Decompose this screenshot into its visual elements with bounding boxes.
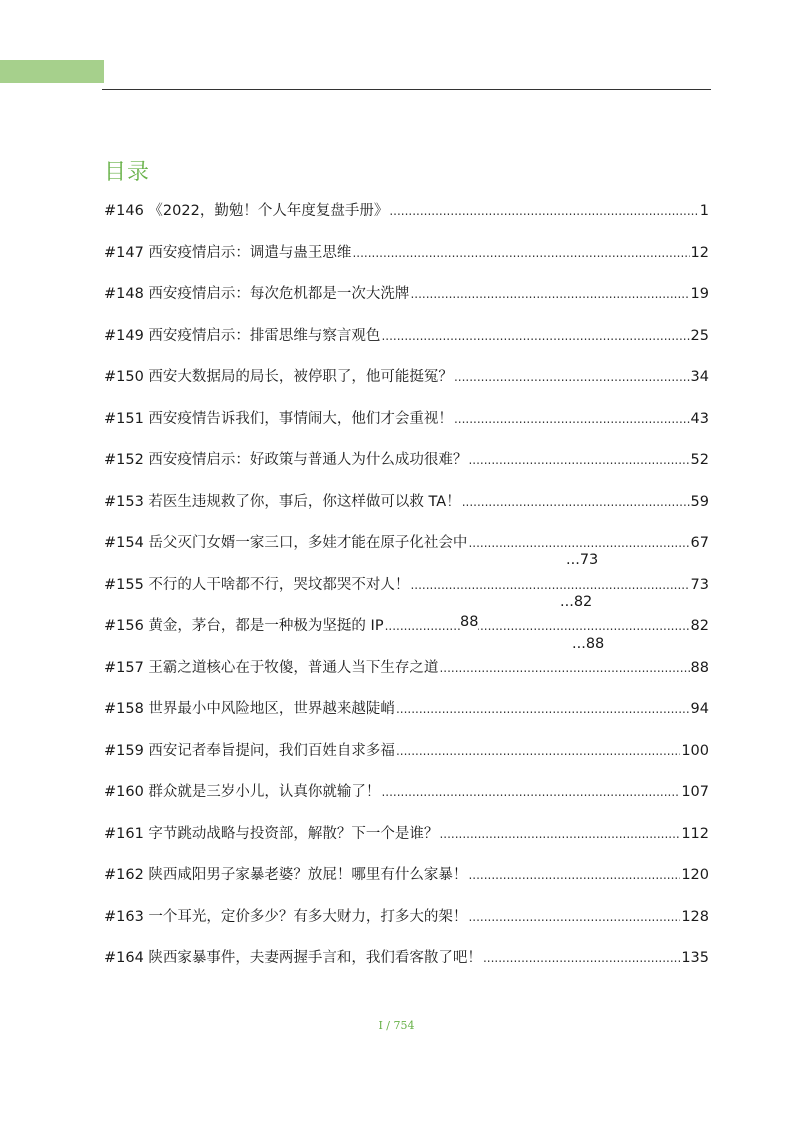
toc-entry-page: 43 (690, 410, 709, 427)
toc-leader-dots (462, 495, 690, 509)
toc-leader-dots (352, 246, 689, 260)
toc-entry-title: #150 西安大数据局的局长，被停职了，他可能挺冤？ (104, 369, 453, 385)
toc-leader-dots (468, 910, 680, 924)
overlay-fragment: ...82 (560, 594, 593, 610)
toc-entry[interactable] (104, 199, 709, 241)
toc-entry-page: 112 (681, 825, 709, 842)
toc-entry-page: 34 (690, 369, 709, 385)
toc-leader-dots (381, 785, 680, 799)
toc-entry[interactable] (104, 739, 709, 781)
toc-leader-dots (439, 827, 680, 841)
toc-entry-title: #155 不行的人干啥都不行，哭坟都哭不对人！ (104, 576, 410, 593)
toc-leader-dots (454, 412, 690, 426)
toc-entry-page: 67 (690, 535, 709, 551)
header-divider (102, 89, 711, 90)
toc-leader-dots (410, 287, 689, 301)
toc-entry[interactable] (104, 407, 709, 449)
toc-leader-dots (410, 578, 689, 592)
toc-entry-page: 128 (681, 908, 709, 925)
toc-entry-title: #159 西安记者奉旨提问，我们百姓自求多福 (104, 742, 395, 759)
toc-entry[interactable] (104, 282, 709, 324)
toc-entry-title: #161 字节跳动战略与投资部，解散？下一个是谁？ (104, 825, 439, 842)
toc-leader-dots (468, 536, 689, 550)
toc-leader-dots (454, 370, 690, 384)
toc-entry[interactable] (104, 448, 709, 490)
toc-leader-dots (468, 868, 680, 882)
toc-entry[interactable] (104, 697, 709, 739)
toc-entry[interactable] (104, 490, 709, 532)
overlay-fragment: 88 (460, 614, 479, 630)
toc-entry-page: 135 (681, 950, 709, 966)
toc-entry-page: 73 (690, 576, 709, 593)
toc-entry[interactable] (104, 573, 709, 615)
toc-entry-page: 1 (699, 203, 709, 219)
toc-entry[interactable] (104, 656, 709, 698)
toc-entry[interactable] (104, 531, 709, 573)
toc-leader-dots (381, 329, 689, 343)
toc-entry[interactable] (104, 241, 709, 283)
toc-entry-title: #149 西安疫情启示：排雷思维与察言观色 (104, 327, 381, 344)
toc-leader-dots (389, 204, 698, 218)
toc-title: 目录 (104, 160, 151, 185)
toc-entry[interactable] (104, 822, 709, 864)
toc-entry-page: 52 (690, 452, 709, 468)
toc-entry-title: #157 王霸之道核心在于牧傻，普通人当下生存之道 (104, 659, 439, 676)
header-accent-bar (0, 60, 104, 83)
toc-entry-title: #164 陕西家暴事件，夫妻两握手言和，我们看客散了吧！ (104, 950, 482, 966)
toc-entry[interactable] (104, 365, 709, 407)
toc-entry-page: 100 (681, 742, 709, 759)
toc-entry-title: #154 岳父灭门女婿一家三口，多娃才能在原子化社会中 (104, 535, 468, 551)
toc-entry-title: #151 西安疫情告诉我们，事情闹大，他们才会重视！ (104, 410, 453, 427)
toc-leader-dots (483, 951, 680, 965)
toc-entry-page: 120 (681, 867, 709, 883)
toc-entry-title: #147 西安疫情启示：调遣与蛊王思维 (104, 244, 352, 261)
toc-entry-page: 59 (690, 493, 709, 510)
toc-entry-title: #158 世界最小中风险地区，世界越来越陡峭 (104, 701, 395, 717)
toc-entry-page: 19 (690, 286, 709, 302)
toc-entry[interactable] (104, 614, 709, 656)
table-of-contents (104, 199, 709, 988)
toc-leader-dots (385, 619, 690, 633)
toc-leader-dots (468, 453, 689, 467)
toc-entry[interactable] (104, 780, 709, 822)
toc-entry-title: #146 《2022，勤勉！个人年度复盘手册》 (104, 203, 389, 219)
toc-entry-page: 94 (690, 701, 709, 717)
toc-leader-dots (396, 744, 680, 758)
toc-entry-page: 12 (690, 244, 709, 261)
toc-entry-title: #162 陕西咸阳男子家暴老婆？放屁！哪里有什么家暴！ (104, 867, 468, 883)
toc-entry-title: #148 西安疫情启示：每次危机都是一次大洗牌 (104, 286, 410, 302)
overlay-fragment: ...88 (572, 636, 605, 652)
toc-entry[interactable] (104, 863, 709, 905)
toc-entry-page: 25 (690, 327, 709, 344)
page-number-footer: I / 754 (378, 1019, 415, 1032)
toc-entry-title: #153 若医生违规救了你，事后，你这样做可以救 TA！ (104, 493, 461, 510)
toc-leader-dots (396, 702, 690, 716)
overlay-fragment: ...73 (566, 552, 599, 568)
toc-entry-page: 107 (681, 784, 709, 800)
toc-entry[interactable] (104, 324, 709, 366)
toc-entry-title: #160 群众就是三岁小儿，认真你就输了！ (104, 784, 381, 800)
toc-entry-title: #152 西安疫情启示：好政策与普通人为什么成功很难？ (104, 452, 468, 468)
toc-entry-page: 82 (690, 618, 709, 634)
toc-entry-page: 88 (690, 659, 709, 676)
toc-entry-title: #156 黄金，茅台，都是一种极为坚挺的 IP (104, 618, 384, 634)
toc-entry-title: #163 一个耳光，定价多少？有多大财力，打多大的架！ (104, 908, 468, 925)
toc-entry[interactable] (104, 905, 709, 947)
toc-entry[interactable] (104, 946, 709, 988)
toc-leader-dots (439, 661, 689, 675)
